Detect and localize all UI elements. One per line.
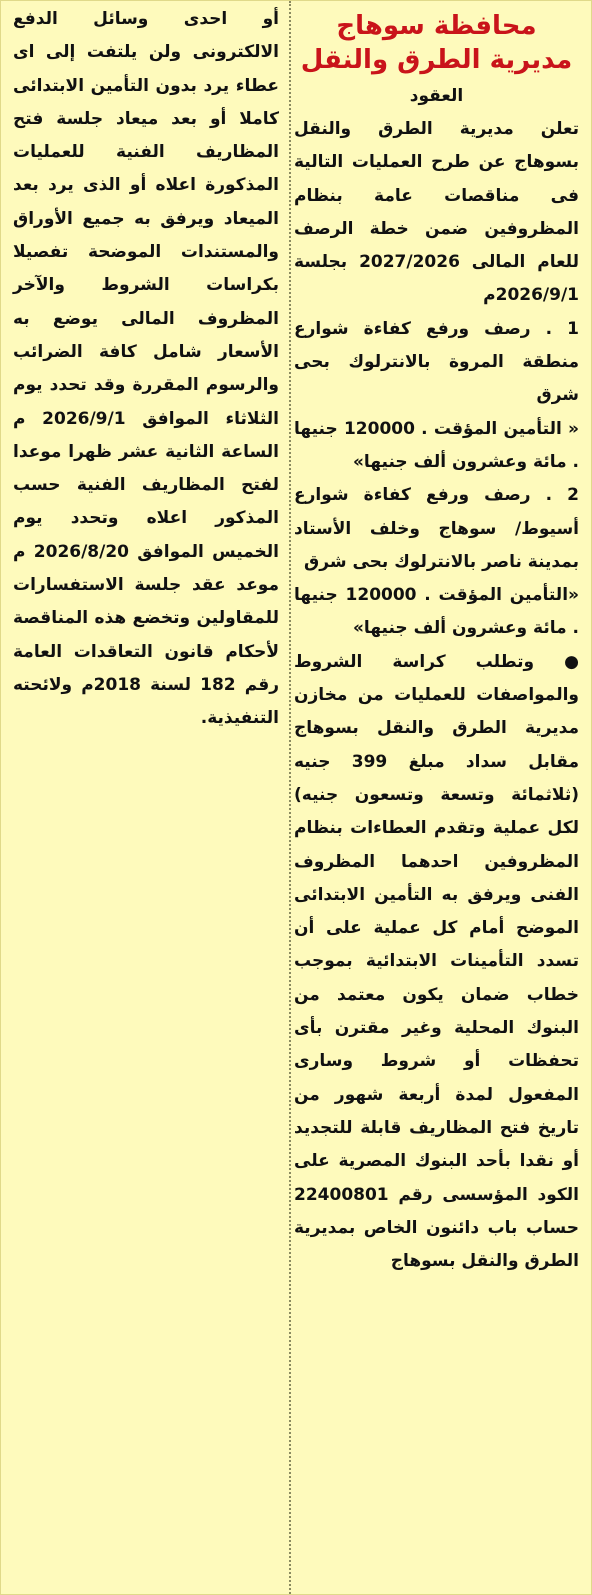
- continuation-paragraph: أو احدى وسائل الدفع الالكترونى ولن يلتفت إلى اى عطاء يرد بدون التأمين الابتدائى كاملا أو بعد ميعاد جلسة فتح المظاريف الفنية للعمليات المذكورة اعلاه أو الذى يرد بعد الميعاد ويرفق به جميع الأوراق والمستندات الموضحة تفصيلا بكراسات الشروط والآخر المظروف المالى يوضع به الأسعار شامل كافة الضرائب والرسوم المقررة وقد تحدد يوم الثلاثاء الموافق 2026/9/1 م الساعة الثانية عشر ظهرا موعدا لفتح المظاريف الفنية حسب المذكور اعلاه وتحدد يوم الخميس الموافق 2026/8/20 م موعد عقد جلسة الاستفسارات للمقاولين وتخضع هذه المناقصة لأحكام قانون التعاقدات العامة رقم 182 لسنة 2018م ولائحته التنفيذية.: [13, 9, 279, 729]
- directorate-title: مديرية الطرق والنقل: [300, 45, 573, 75]
- governorate-title: محافظة سوهاج: [336, 11, 537, 41]
- intro-paragraph: تعلن مديرية الطرق والنقل بسوهاج عن طرح العمليات التالية فى مناقصات عامة بنظام المظروفين ضمن خطة الرصف للعام المالى 2027/2026 بجلسة 2026/9/1م: [294, 119, 579, 306]
- item-1: 1 . رصف ورفع كفاءة شوارع منطقة المروة بالانترلوك بحى شرق: [294, 318, 579, 406]
- left-column: [13, 1, 279, 736]
- column-divider: [289, 1, 291, 1594]
- item-2-insurance: «التأمين المؤقت . 120000 جنيها . مائة وعشرون ألف جنيها»: [294, 585, 580, 639]
- conditions-paragraph: ● وتطلب كراسة الشروط والمواصفات للعمليات من مخازن مديرية الطرق والنقل بسوهاج مقابل سداد مبلغ 399 جنيه (ثلاثمائة وتسعة وتسعون جنيه) لكل عملية وتقدم العطاءات بنظام المظروفين احدهما المظروف الفنى ويرفق به التأمين الابتدائى الموضح أمام كل عملية على أن تسدد التأمينات الابتدائية بموجب خطاب ضمان يكون معتمد من البنوك المحلية وغير مقترن بأى تحفظات أو شروط وسارى المفعول لمدة أربعة شهور من تاريخ فتح المظاريف قابلة للتجديد أو نقدا بأحد البنوك المصرية على الكود المؤسسى رقم 22400801 حساب باب دائنون الخاص بمديرية الطرق والنقل بسوهاج: [294, 651, 580, 1272]
- right-column: [294, 1, 579, 1278]
- item-1-insurance: « التأمين المؤقت . 120000 جنيها . مائة وعشرون ألف جنيها»: [294, 418, 579, 472]
- section-heading: العقود: [409, 86, 464, 106]
- item-2: 2 . رصف ورفع كفاءة شوارع أسيوط/ سوهاج وخلف الأستاد بمدينة ناصر بالانترلوك بحى شرق: [294, 485, 579, 572]
